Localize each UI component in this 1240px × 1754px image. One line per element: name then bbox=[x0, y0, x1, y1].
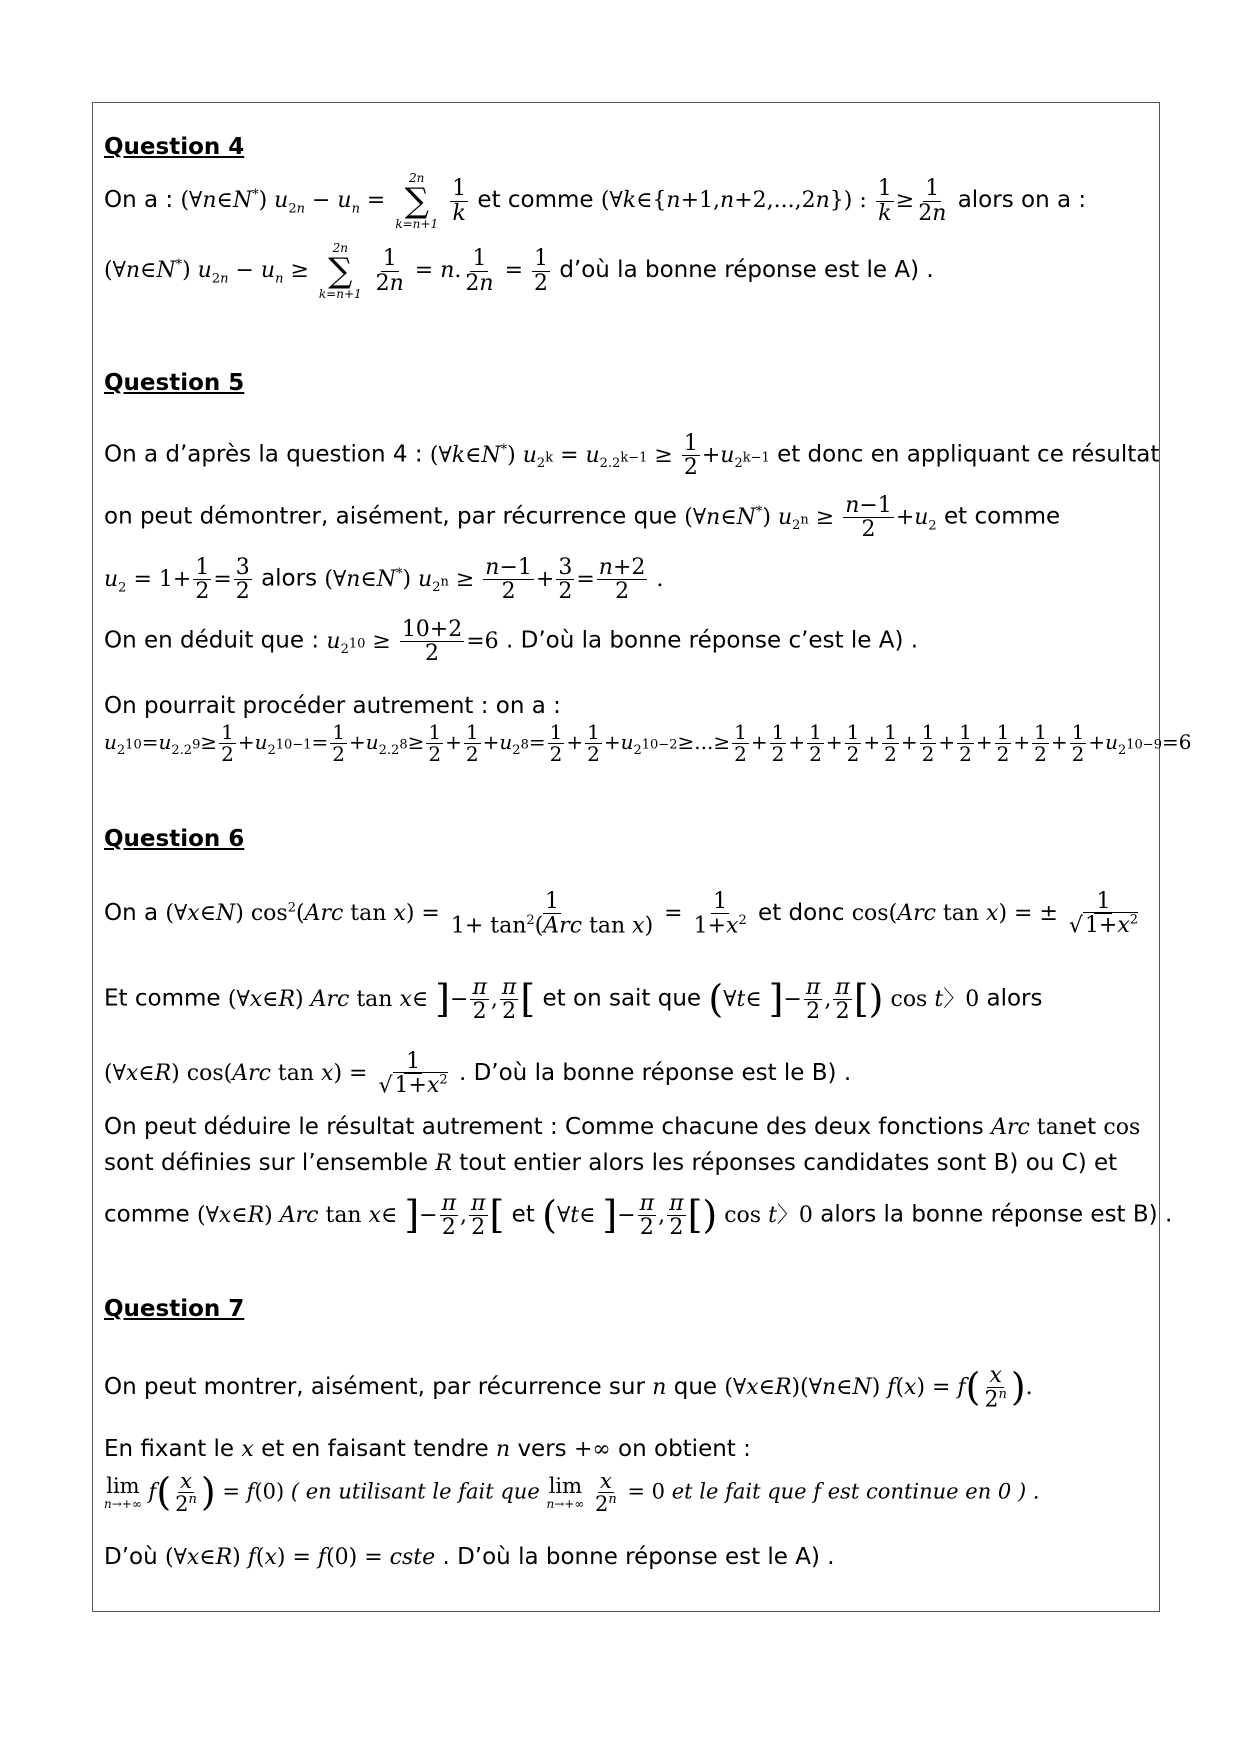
question-7-title: Question 7 bbox=[104, 1296, 245, 1322]
q7-line-3: lim n→+∞ f( $\frac{x}{2^n}$ ) = f(0) ( en utilisant le fait que lim n→+∞ $\frac{x}{2^n}$ = 0 et le fait que f est continue en 0 ) . bbox=[104, 1469, 1040, 1517]
q6-line-1: On a (∀x∈N) $\cos^2(Arc$ tan x) = 1 $1+ \tan^2(Arc$ tan x) = $\frac{1}{1+x^2}$ et donc cos(Arc tan x) = ± $\frac{1}{√1+x^2}$ bbox=[104, 889, 1139, 939]
q7-line-1: On peut montrer, aisément, par récurrence sur n que (∀x∈R)(∀n∈N) f(x) = f( $\frac{x}{2^n}$ ). bbox=[104, 1363, 1033, 1413]
q6-line-6: comme (∀x∈R) Arc tan x∈ ]− $\frac{\pi}{2}$ , $\frac{\pi}{2}$ [ et (∀t∈ ]− $\frac{\pi}{2}$ , $\frac{\pi}{2}$ [) cos t〉0 alors la bonne réponse est B) . bbox=[104, 1191, 1173, 1241]
q5-line-1: On a d’après la question 4 : (∀k∈N*) $u_{2^k} = u_{2.2^{k-1}}$ ≥ $\frac{1}{2}$ $+u_{2^{k-1}}$ et donc en appliquant ce résultat bbox=[104, 431, 1160, 481]
q6-line-5: sont définies sur l’ensemble R tout entier alors les réponses candidates sont B) ou C) et bbox=[104, 1150, 1118, 1176]
q5-line-5: On pourrait procéder autrement : on a : bbox=[104, 693, 561, 719]
q7-line-4: D’où (∀x∈R) f(x) = f(0) = cste . D’où la bonne réponse est le A) . bbox=[104, 1544, 835, 1570]
q4-line-2: (∀n∈N*) $u_{2n} - u_n$ ≥ 2n ∑ k=n+1 $\frac{1}{2n}$ = n. $\frac{1}{2n}$ = $\frac{1}{2}$ d’où la bonne réponse est le A) . bbox=[104, 241, 934, 301]
q7-line-2: En fixant le x et en faisant tendre n vers +∞ on obtient : bbox=[104, 1436, 751, 1462]
q4-line-1: On a : (∀n∈N*) $u_{2n} - u_n$ = 2n ∑ k=n+1 $\frac{1}{k}$ et comme (∀k∈{n+1,n+2,...,2n}) : $\frac{1}{k}$ ≥ $\frac{1}{2n}$ alors on a : bbox=[104, 171, 1087, 231]
question-4-title: Question 4 bbox=[104, 134, 245, 160]
q6-line-2: Et comme (∀x∈R) Arc tan x∈ ]− $\frac{\pi}{2}$ , $\frac{\pi}{2}$ [ et on sait que (∀t∈ ]− $\frac{\pi}{2}$ , $\frac{\pi}{2}$ [) cos t〉0 alors bbox=[104, 975, 1043, 1025]
question-5-title: Question 5 bbox=[104, 370, 245, 396]
q5-line-4: On en déduit que : $u_{2^{10}}$ ≥ $\frac{10+2}{2}$ =6 . D’où la bonne réponse c’est le A) . bbox=[104, 617, 919, 667]
q6-line-4: On peut déduire le résultat autrement : Comme chacune des deux fonctions Arc tanet cos bbox=[104, 1114, 1141, 1140]
q5-line-2: on peut démontrer, aisément, par récurrence que (∀n∈N*) $u_{2^n}$ ≥ $\frac{n-1}{2}$ $+u_2$ et comme bbox=[104, 493, 1061, 543]
q6-line-3: (∀x∈R) cos(Arc tan x) = $\frac{1}{√1+x^2}$ . D’où la bonne réponse est le B) . bbox=[104, 1049, 852, 1099]
q5-line-3: $u_2 = 1+$ $\frac{1}{2}$ = $\frac{3}{2}$ alors (∀n∈N*) $u_{2^n}$ ≥ $\frac{n-1}{2}$ + $\frac{3}{2}$ = $\frac{n+2}{2}$ . bbox=[104, 555, 664, 605]
q5-line-6: $u_{2^{10}}=u_{2.2^9}\ge$ $\frac{1}{2}$ $+u_{2^{10-1}}=$ $\frac{1}{2}$ $+u_{2.2^8}\ge$ $\frac{1}{2}$ + $\frac{1}{2}$ $+u_{2^8}=$ $\frac{1}{2}$ + $\frac{1}{2}$ $+u_{2^{10-2}}\ge...\ge$ $\frac{1}{2}$ + $\frac{1}{2}$ + $\frac{1}{2}$ + $\frac{1}{2}$ + $\frac{1}{2}$ + $\frac{1}{2}$ + $\frac{1}{2}$ + $\frac{1}{2}$ + $\frac{1}{2}$ + $\frac{1}{2}$ $+u_{2^{10-9}}=6$ bbox=[104, 720, 1192, 766]
question-6-title: Question 6 bbox=[104, 826, 245, 852]
